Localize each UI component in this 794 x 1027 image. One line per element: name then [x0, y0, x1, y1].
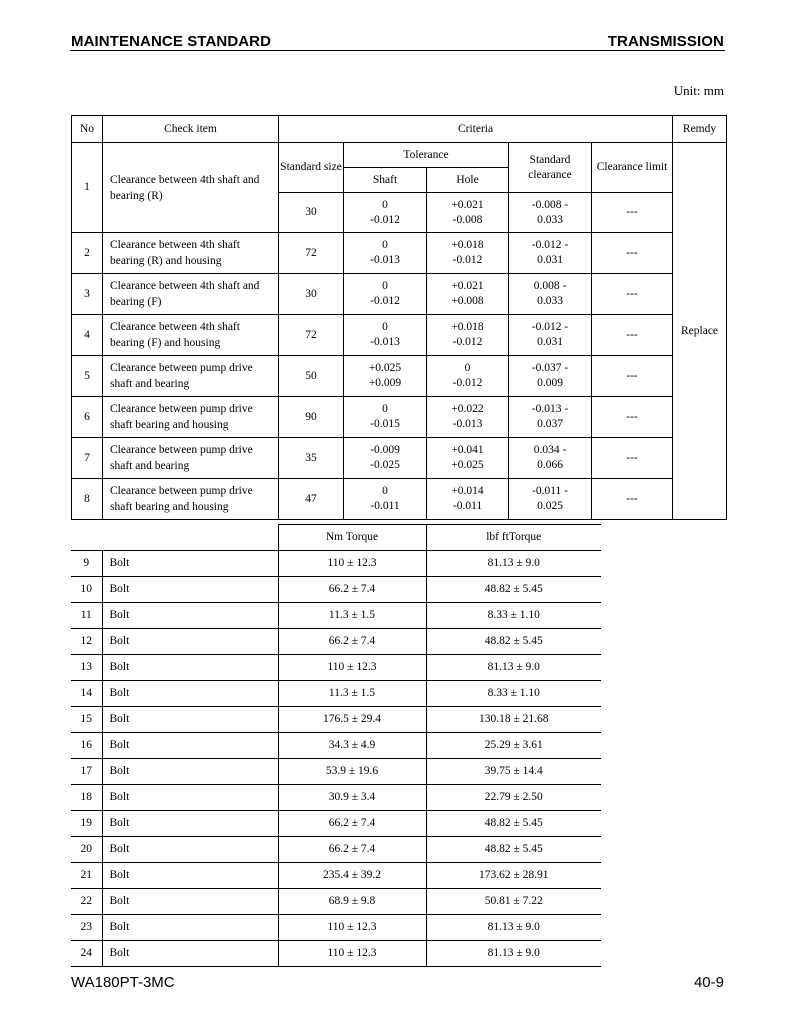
row-no: 5	[72, 356, 103, 397]
nm-torque-value: 110 ± 12.3	[278, 655, 426, 681]
hole-tolerance-lower: -0.011	[452, 500, 483, 512]
shaft-tolerance-upper: 0	[382, 485, 388, 497]
torque-row	[71, 785, 601, 811]
item-name: Bolt	[102, 707, 278, 733]
clearance-limit: ---	[592, 479, 673, 520]
row-no: 17	[71, 759, 102, 785]
hole-tolerance-lower: -0.012	[452, 254, 483, 266]
standard-size: 90	[279, 397, 344, 438]
nm-torque-value: 66.2 ± 7.4	[278, 811, 426, 837]
header-hole: Hole	[427, 168, 509, 193]
header-shaft: Shaft	[344, 168, 427, 193]
nm-torque-value: 30.9 ± 3.4	[278, 785, 426, 811]
lbf-torque-value: 81.13 ± 9.0	[426, 941, 601, 967]
shaft-tolerance-lower: +0.009	[368, 377, 402, 389]
shaft-tolerance-upper: -0.009	[370, 444, 400, 456]
lbf-torque-value: 48.82 ± 5.45	[426, 811, 601, 837]
item-name: Bolt	[102, 811, 278, 837]
shaft-tolerance-upper: 0	[382, 321, 388, 333]
remedy-value: Replace	[673, 143, 727, 520]
header-lbf-torque: lbf ftTorque	[426, 525, 601, 551]
shaft-tolerance-lower: -0.012	[370, 295, 400, 307]
nm-torque-value: 110 ± 12.3	[278, 551, 426, 577]
table-row	[72, 479, 727, 520]
hole-tolerance	[427, 315, 509, 356]
standard-clearance	[509, 193, 592, 233]
header-check-item: Check item	[103, 116, 279, 143]
maintenance-standard-table	[71, 115, 727, 520]
torque-header-row	[71, 525, 601, 551]
hole-tolerance	[427, 479, 509, 520]
standard-clearance-lower: 0.025	[537, 500, 563, 512]
clearance-limit: ---	[592, 274, 673, 315]
shaft-tolerance-lower: -0.012	[370, 213, 400, 226]
item-name: Bolt	[102, 863, 278, 889]
shaft-tolerance	[344, 356, 427, 397]
hole-tolerance	[427, 193, 509, 233]
shaft-tolerance-upper: +0.025	[368, 362, 402, 374]
standard-clearance-lower: 0.031	[537, 336, 563, 348]
standard-clearance	[509, 438, 592, 479]
standard-clearance-lower: 0.031	[537, 254, 563, 266]
standard-clearance-upper: -0.011 -	[532, 485, 568, 497]
item-name: Bolt	[102, 915, 278, 941]
item-name: Bolt	[102, 785, 278, 811]
nm-torque-value: 34.3 ± 4.9	[278, 733, 426, 759]
table-row	[72, 315, 727, 356]
shaft-tolerance-upper: 0	[382, 239, 388, 251]
table-row	[72, 356, 727, 397]
standard-clearance-upper: -0.008 -	[531, 198, 569, 211]
standard-clearance	[509, 397, 592, 438]
nm-torque-value: 235.4 ± 39.2	[278, 863, 426, 889]
nm-torque-value: 11.3 ± 1.5	[278, 603, 426, 629]
lbf-torque-value: 48.82 ± 5.45	[426, 629, 601, 655]
lbf-torque-value: 50.81 ± 7.22	[426, 889, 601, 915]
check-item: Clearance between pump drive shaft and bearing	[103, 438, 279, 479]
torque-row	[71, 941, 601, 967]
shaft-tolerance-upper: 0	[382, 403, 388, 415]
clearance-limit: ---	[592, 438, 673, 479]
standard-clearance-upper: -0.012 -	[531, 239, 569, 251]
standard-size: 30	[279, 274, 344, 315]
lbf-torque-value: 81.13 ± 9.0	[426, 551, 601, 577]
row-no: 20	[71, 837, 102, 863]
item-name: Bolt	[102, 577, 278, 603]
lbf-torque-value: 48.82 ± 5.45	[426, 837, 601, 863]
torque-table	[71, 524, 601, 967]
header-standard-clearance: Standard clearance	[509, 143, 592, 193]
nm-torque-value: 110 ± 12.3	[278, 915, 426, 941]
standard-clearance-lower: 0.037	[537, 418, 563, 430]
row-no: 21	[71, 863, 102, 889]
item-name: Bolt	[102, 759, 278, 785]
page-number: 40-9	[693, 974, 724, 991]
lbf-torque-value: 39.75 ± 14.4	[426, 759, 601, 785]
shaft-tolerance	[344, 397, 427, 438]
lbf-torque-value: 8.33 ± 1.10	[426, 681, 601, 707]
shaft-tolerance-lower: -0.025	[370, 459, 400, 471]
shaft-tolerance	[344, 233, 427, 274]
row-no: 3	[72, 274, 103, 315]
shaft-tolerance-lower: -0.011	[370, 500, 400, 512]
table-row	[72, 274, 727, 315]
hole-tolerance-upper: +0.014	[451, 485, 484, 497]
hole-tolerance	[427, 274, 509, 315]
shaft-tolerance-upper: 0	[382, 198, 388, 211]
torque-row	[71, 733, 601, 759]
standard-clearance	[509, 356, 592, 397]
nm-torque-value: 53.9 ± 19.6	[278, 759, 426, 785]
item-name: Bolt	[102, 681, 278, 707]
row-no: 18	[71, 785, 102, 811]
row-no: 16	[71, 733, 102, 759]
shaft-tolerance-lower: -0.013	[370, 254, 400, 266]
row-no: 24	[71, 941, 102, 967]
row-no: 19	[71, 811, 102, 837]
standard-clearance-lower: 0.033	[537, 213, 563, 226]
shaft-tolerance	[344, 193, 427, 233]
torque-row	[71, 811, 601, 837]
nm-torque-value: 11.3 ± 1.5	[278, 681, 426, 707]
lbf-torque-value: 81.13 ± 9.0	[426, 655, 601, 681]
blank-cell	[102, 525, 278, 551]
row-no: 14	[71, 681, 102, 707]
header-clearance-limit: Clearance limit	[592, 143, 673, 193]
standard-clearance-upper: -0.012 -	[531, 321, 569, 333]
shaft-tolerance	[344, 315, 427, 356]
shaft-tolerance-upper: 0	[382, 280, 388, 292]
header-criteria: Criteria	[279, 116, 673, 143]
lbf-torque-value: 8.33 ± 1.10	[426, 603, 601, 629]
clearance-limit: ---	[592, 397, 673, 438]
unit-label: Unit: mm	[673, 83, 724, 98]
standard-clearance-lower: 0.066	[537, 459, 563, 471]
standard-clearance	[509, 274, 592, 315]
torque-row	[71, 655, 601, 681]
model-number: WA180PT-3MC	[71, 974, 175, 991]
item-name: Bolt	[102, 941, 278, 967]
shaft-tolerance	[344, 274, 427, 315]
torque-row	[71, 889, 601, 915]
table-row	[72, 143, 727, 168]
lbf-torque-value: 81.13 ± 9.0	[426, 915, 601, 941]
table-row	[72, 233, 727, 274]
shaft-tolerance	[344, 438, 427, 479]
standard-size: 30	[279, 193, 344, 233]
standard-clearance-upper: 0.034 -	[533, 444, 567, 456]
hole-tolerance	[427, 438, 509, 479]
torque-row	[71, 551, 601, 577]
hole-tolerance-lower: +0.025	[451, 459, 484, 471]
lbf-torque-value: 22.79 ± 2.50	[426, 785, 601, 811]
shaft-tolerance-lower: -0.015	[370, 418, 400, 430]
hole-tolerance-upper: +0.018	[451, 239, 484, 251]
torque-row	[71, 707, 601, 733]
hole-tolerance	[427, 356, 509, 397]
check-item: Clearance between pump drive shaft bearing and housing	[103, 479, 279, 520]
nm-torque-value: 110 ± 12.3	[278, 941, 426, 967]
clearance-limit: ---	[592, 233, 673, 274]
standard-size: 72	[279, 233, 344, 274]
chapter-title: TRANSMISSION	[607, 33, 724, 50]
lbf-torque-value: 25.29 ± 3.61	[426, 733, 601, 759]
nm-torque-value: 66.2 ± 7.4	[278, 577, 426, 603]
row-no: 4	[72, 315, 103, 356]
check-item: Clearance between 4th shaft bearing (R) and housing	[103, 233, 279, 274]
shaft-tolerance	[344, 479, 427, 520]
row-no: 15	[71, 707, 102, 733]
standard-clearance-upper: -0.013 -	[531, 403, 569, 415]
table-row	[72, 397, 727, 438]
item-name: Bolt	[102, 889, 278, 915]
check-item: Clearance between 4th shaft and bearing (R)	[103, 143, 279, 233]
check-item: Clearance between pump drive shaft and bearing	[103, 356, 279, 397]
hole-tolerance	[427, 233, 509, 274]
torque-row	[71, 577, 601, 603]
row-no: 8	[72, 479, 103, 520]
standard-clearance	[509, 479, 592, 520]
row-no: 23	[71, 915, 102, 941]
standard-clearance-lower: 0.009	[537, 377, 563, 389]
item-name: Bolt	[102, 837, 278, 863]
standard-clearance-upper: 0.008 -	[533, 280, 567, 292]
header-tolerance: Tolerance	[344, 143, 509, 168]
header-standard-size: Standard size	[279, 143, 344, 193]
standard-clearance	[509, 315, 592, 356]
row-no: 10	[71, 577, 102, 603]
torque-row	[71, 759, 601, 785]
clearance-limit: ---	[592, 315, 673, 356]
row-no: 2	[72, 233, 103, 274]
torque-row	[71, 629, 601, 655]
hole-tolerance-upper: +0.041	[451, 444, 484, 456]
lbf-torque-value: 48.82 ± 5.45	[426, 577, 601, 603]
torque-row	[71, 863, 601, 889]
hole-tolerance-lower: -0.008	[452, 213, 483, 226]
row-no: 6	[72, 397, 103, 438]
hole-tolerance-upper: +0.022	[451, 403, 484, 415]
standard-clearance	[509, 233, 592, 274]
torque-row	[71, 603, 601, 629]
hole-tolerance-lower: +0.008	[451, 295, 484, 307]
blank-cell	[71, 525, 102, 551]
clearance-limit: ---	[592, 193, 673, 233]
check-item: Clearance between 4th shaft bearing (F) and housing	[103, 315, 279, 356]
nm-torque-value: 176.5 ± 29.4	[278, 707, 426, 733]
torque-row	[71, 681, 601, 707]
header-remedy: Remdy	[673, 116, 727, 143]
table-row	[72, 438, 727, 479]
header-rule	[70, 50, 725, 51]
hole-tolerance-upper: +0.018	[451, 321, 484, 333]
header-nm-torque: Nm Torque	[278, 525, 426, 551]
item-name: Bolt	[102, 733, 278, 759]
nm-torque-value: 66.2 ± 7.4	[278, 837, 426, 863]
hole-tolerance-lower: -0.012	[452, 377, 483, 389]
hole-tolerance-upper: +0.021	[451, 280, 484, 292]
lbf-torque-value: 130.18 ± 21.68	[426, 707, 601, 733]
hole-tolerance	[427, 397, 509, 438]
lbf-torque-value: 173.62 ± 28.91	[426, 863, 601, 889]
torque-row	[71, 915, 601, 941]
check-item: Clearance between pump drive shaft bearing and housing	[103, 397, 279, 438]
row-no: 7	[72, 438, 103, 479]
item-name: Bolt	[102, 603, 278, 629]
row-no: 1	[72, 143, 103, 233]
check-item: Clearance between 4th shaft and bearing (F)	[103, 274, 279, 315]
item-name: Bolt	[102, 655, 278, 681]
row-no: 13	[71, 655, 102, 681]
row-no: 9	[71, 551, 102, 577]
nm-torque-value: 68.9 ± 9.8	[278, 889, 426, 915]
standard-size: 35	[279, 438, 344, 479]
row-no: 11	[71, 603, 102, 629]
shaft-tolerance-lower: -0.013	[370, 336, 400, 348]
header-no: No	[72, 116, 103, 143]
standard-size: 50	[279, 356, 344, 397]
hole-tolerance-lower: -0.012	[452, 336, 483, 348]
section-title: MAINTENANCE STANDARD	[71, 33, 272, 50]
clearance-limit: ---	[592, 356, 673, 397]
row-no: 22	[71, 889, 102, 915]
hole-tolerance-upper: +0.021	[451, 198, 484, 211]
standard-clearance-lower: 0.033	[537, 295, 563, 307]
standard-clearance-upper: -0.037 -	[531, 362, 569, 374]
hole-tolerance-lower: -0.013	[452, 418, 483, 430]
standard-size: 72	[279, 315, 344, 356]
item-name: Bolt	[102, 629, 278, 655]
item-name: Bolt	[102, 551, 278, 577]
standard-size: 47	[279, 479, 344, 520]
row-no: 12	[71, 629, 102, 655]
hole-tolerance-upper: 0	[464, 362, 471, 374]
torque-row	[71, 837, 601, 863]
nm-torque-value: 66.2 ± 7.4	[278, 629, 426, 655]
